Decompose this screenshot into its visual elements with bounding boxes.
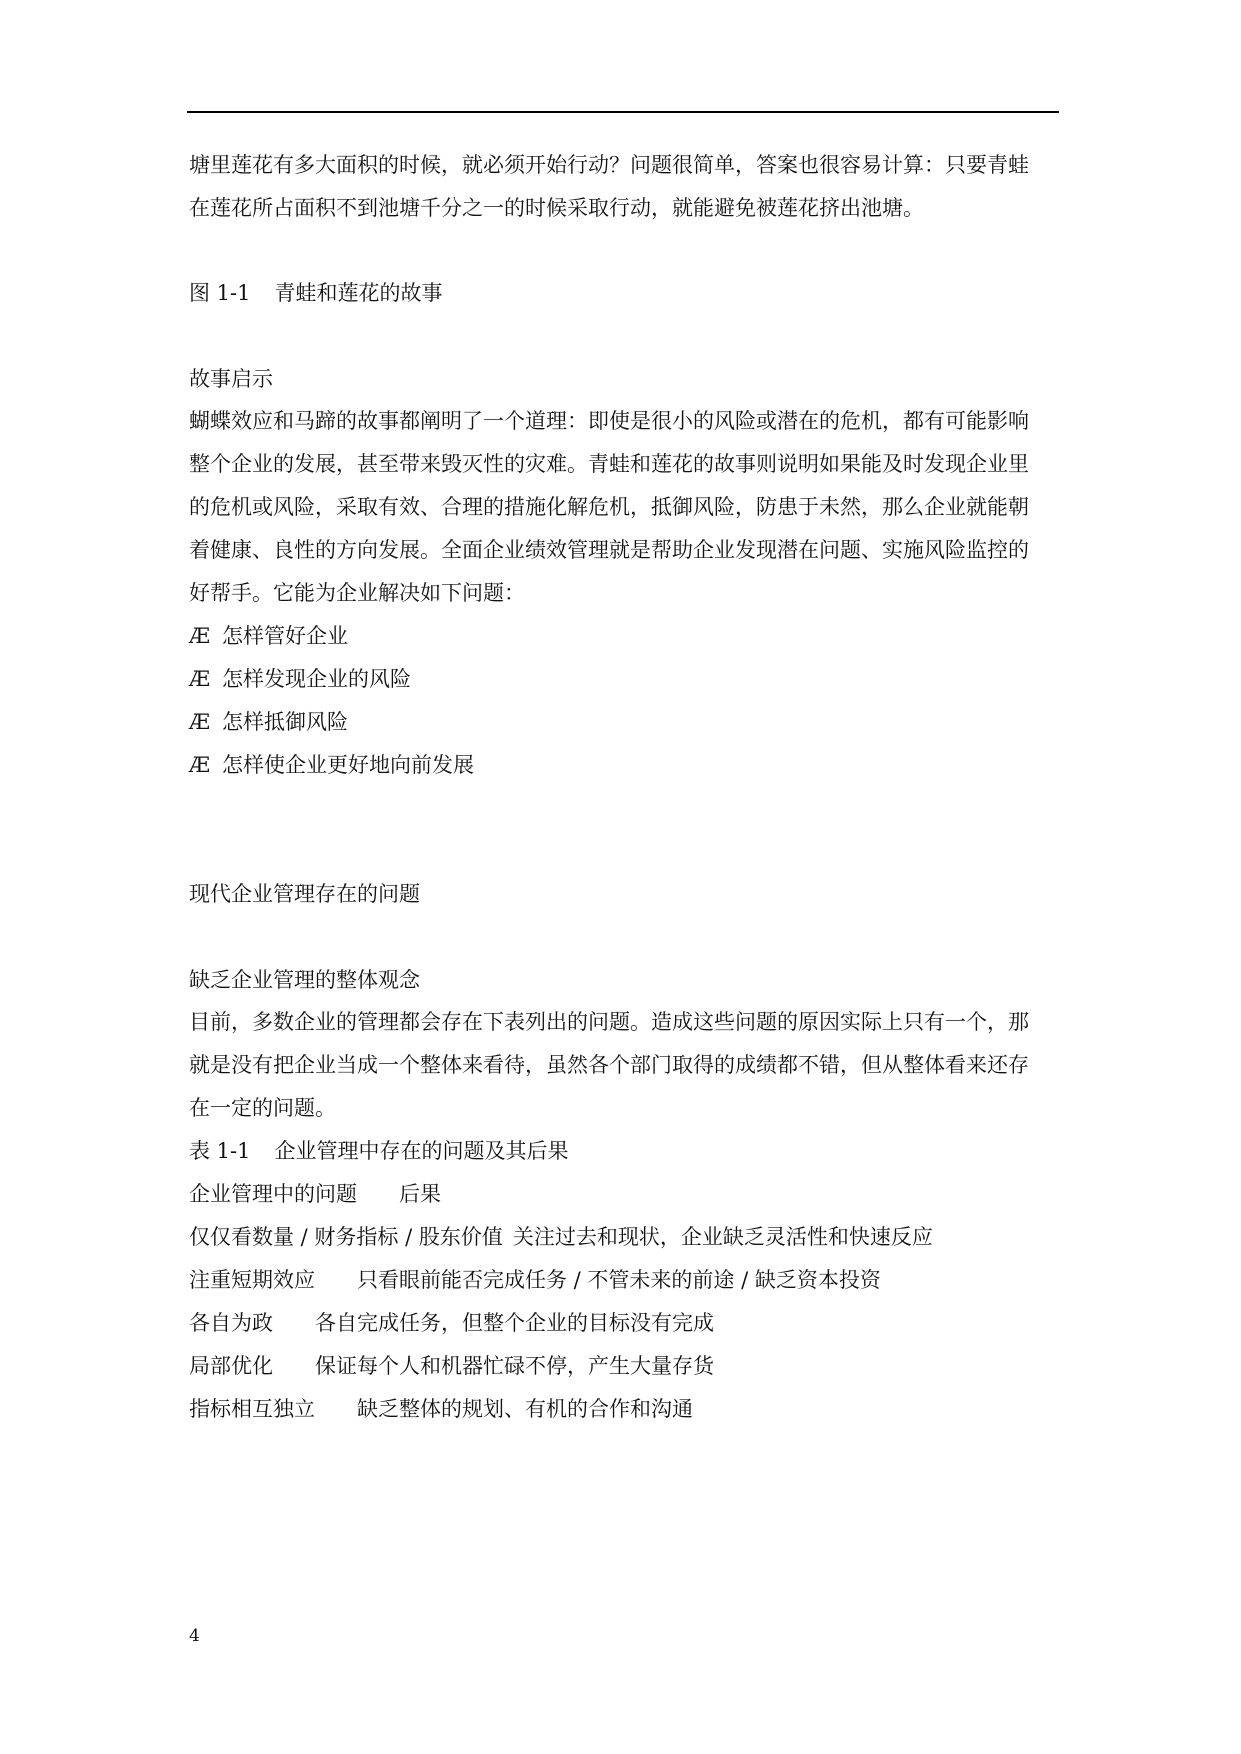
bullet-item <box>189 621 348 651</box>
paragraph-1-line-2: 在莲花所占面积不到池塘千分之一的时候采取行动，就能避免被莲花挤出池塘。 <box>189 196 924 220</box>
paragraph-1-line-1: 塘里莲花有多大面积的时候，就必须开始行动？问题很简单，答案也很容易计算：只要青蛙 <box>189 153 1029 177</box>
bullet-item <box>189 664 411 694</box>
table-row <box>189 1394 693 1424</box>
story-heading: 故事启示 <box>189 367 273 391</box>
paragraph-2-line-3: 的危机或风险，采取有效、合理的措施化解危机，抵御风险，防患于未然，那么企业就能朝 <box>189 495 1029 519</box>
table-cell-consequence: 各自完成任务，但整个企业的目标没有完成 <box>315 1311 714 1335</box>
bullet-marker: Æ <box>189 710 211 734</box>
table-title: 企业管理中存在的问题及其后果 <box>274 1139 569 1163</box>
section-heading: 现代企业管理存在的问题 <box>189 882 420 906</box>
table-caption <box>189 1136 569 1166</box>
bullet-marker: Æ <box>189 624 211 648</box>
table-cell-consequence: 只看眼前能否完成任务 / 不管未来的前途 / 缺乏资本投资 <box>357 1268 881 1292</box>
figure-title: 青蛙和莲花的故事 <box>274 281 443 305</box>
table-header-row <box>189 1179 441 1209</box>
paragraph-2-line-2: 整个企业的发展，甚至带来毁灭性的灾难。青蛙和莲花的故事则说明如果能及时发现企业里 <box>189 452 1029 476</box>
table-cell-problem: 仅仅看数量 / 财务指标 / 股东价值 <box>189 1225 503 1249</box>
table-cell-problem: 指标相互独立 <box>189 1397 315 1421</box>
table-cell-problem: 各自为政 <box>189 1311 273 1335</box>
table-row <box>189 1222 933 1252</box>
table-cell-problem: 局部优化 <box>189 1354 273 1378</box>
table-row <box>189 1265 881 1295</box>
paragraph-2-line-1: 蝴蝶效应和马蹄的故事都阐明了一个道理：即使是很小的风险或潜在的危机，都有可能影响 <box>189 409 1029 433</box>
table-cell-consequence: 缺乏整体的规划、有机的合作和沟通 <box>357 1397 693 1421</box>
bullet-item <box>189 750 474 780</box>
bullet-marker: Æ <box>189 753 211 777</box>
table-cell-consequence: 保证每个人和机器忙碌不停，产生大量存货 <box>315 1354 714 1378</box>
bullet-text: 怎样使企业更好地向前发展 <box>222 753 475 777</box>
header-rule <box>187 111 1059 113</box>
table-row <box>189 1308 714 1338</box>
paragraph-3-line-1: 目前，多数企业的管理都会存在下表列出的问题。造成这些问题的原因实际上只有一个，那 <box>189 1010 1029 1034</box>
table-header-problem: 企业管理中的问题 <box>189 1182 357 1206</box>
bullet-marker: Æ <box>189 667 211 691</box>
page-number: 4 <box>189 1626 200 1646</box>
bullet-text: 怎样发现企业的风险 <box>222 667 412 691</box>
table-row <box>189 1351 714 1381</box>
table-number: 表 1-1 <box>189 1139 251 1163</box>
bullet-text: 怎样管好企业 <box>222 624 349 648</box>
figure-caption <box>189 278 443 308</box>
paragraph-3-line-2: 就是没有把企业当成一个整体来看待，虽然各个部门取得的成绩都不错，但从整体看来还存 <box>189 1053 1029 1077</box>
bullet-text: 怎样抵御风险 <box>222 710 349 734</box>
table-cell-consequence: 关注过去和现状，企业缺乏灵活性和快速反应 <box>512 1225 933 1249</box>
paragraph-2-line-4: 着健康、良性的方向发展。全面企业绩效管理就是帮助企业发现潜在问题、实施风险监控的 <box>189 538 1029 562</box>
table-cell-problem: 注重短期效应 <box>189 1268 315 1292</box>
paragraph-2-line-5: 好帮手。它能为企业解决如下问题： <box>189 581 525 605</box>
table-header-consequence: 后果 <box>399 1182 441 1206</box>
bullet-item <box>189 707 348 737</box>
figure-number: 图 1-1 <box>189 281 251 305</box>
paragraph-3-line-3: 在一定的问题。 <box>189 1096 336 1120</box>
subsection-heading: 缺乏企业管理的整体观念 <box>189 968 420 992</box>
